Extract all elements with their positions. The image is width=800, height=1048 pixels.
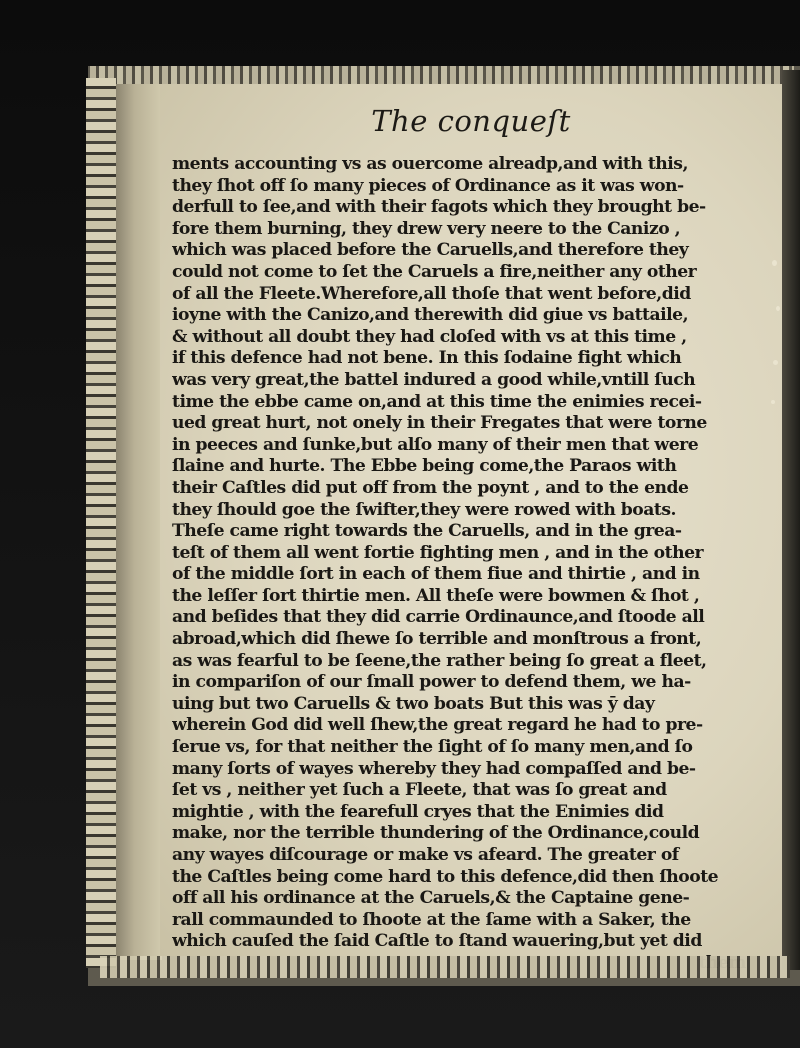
text-line: ſerue vs, for that neither the ſight of ſo many men,and ſo [172, 737, 693, 758]
text-line: derfull to ſee,and with their fagots which they brought be- [172, 197, 706, 218]
paper-speck [771, 400, 775, 404]
text-line: in compariſon of our ſmall power to defend them, we ha- [172, 672, 691, 693]
page-gutter-shadow [116, 84, 162, 960]
text-line: any wayes diſcourage or make vs afeard. The greater of [172, 845, 679, 865]
paper-specks [770, 250, 800, 450]
text-line: mightie , with the fearefull cryes that the Enimies did [172, 801, 664, 822]
text-line: could not come to ſet the Caruels a fire,neither any other [172, 261, 697, 282]
ornamental-border-left [86, 78, 116, 968]
text-line: of all the Fleete.Wherefore,all thoſe that went before,did [172, 283, 691, 304]
text-line: the Caſtles being come hard to this defence,did then ſhoote [172, 866, 719, 887]
paper-speck [772, 260, 777, 266]
text-line: ſlaine and hurte. The Ebbe being come,the Paraos with [172, 456, 677, 477]
text-line: ſet vs , neither yet ſuch a Fleete, that was ſo great and [172, 780, 667, 801]
text-line: rall commaunded to ſhoote at the ſame with a Saker, the [172, 909, 691, 930]
text-line: ued great hurt, not onely in their Fregates that were torne [172, 413, 707, 434]
text-line: their Caſtles did put off from the poynt , and to the ende [172, 477, 689, 498]
body-text [172, 154, 782, 975]
text-line: they ſhot off ſo many pieces of Ordinance as it was won- [172, 175, 684, 196]
text-line: many ſorts of wayes whereby they had compaſſed and be- [172, 758, 696, 779]
ornamental-border-bottom [100, 956, 790, 978]
text-line: wherein God did well ſhew,the great regard he had to pre- [172, 715, 703, 736]
text-line: of the middle ſort in each of them fiue and thirtie , and in [172, 564, 700, 585]
text-line: ments accounting vs as ouercome alreadp,and with this, [172, 154, 688, 174]
ornamental-border-top [90, 66, 794, 84]
text-line: ioyne with the Canizo,and therewith did giue vs battaile, [172, 305, 689, 326]
text-line: make, nor the terrible thundering of the Ordinance,could [172, 823, 700, 844]
text-line: the leſſer ſort thirtie men. All theſe were bowmen & ſhot , [172, 585, 700, 606]
text-line: & without all doubt they had cloſed with vs at this time , [172, 326, 687, 347]
text-line: in peeces and ſunke,but alſo many of their men that were [172, 434, 699, 455]
text-line: fore them burning, they drew very neere to the Canizo , [172, 218, 681, 239]
text-line: uing but two Caruells & two boats But this was ȳ day [172, 693, 655, 714]
running-head: The conqueſt [371, 104, 571, 138]
text-line: time the ebbe came on,and at this time the enimies recei- [172, 391, 702, 412]
text-line: and beſides that they did carrie Ordinaunce,and ſtoode all [172, 607, 705, 628]
text-line: abroad,which did ſhewe ſo terrible and monſtrous a front, [172, 629, 702, 650]
book-page [160, 84, 782, 956]
text-line: if this defence had not bene. In this ſodaine fight which [172, 348, 682, 369]
paper-speck [773, 360, 778, 365]
text-line: which cauſed the ſaid Caſtle to ſtand wauering,but yet did [172, 931, 702, 952]
text-line: off all his ordinance at the Caruels,& the Captaine gene- [172, 888, 690, 909]
paper-speck [776, 306, 780, 311]
page-edge-right [782, 70, 800, 970]
text-line: Theſe came right towards the Caruells, and in the grea- [172, 521, 682, 542]
text-line: they ſhould goe the ſwifter,they were rowed with boats. [172, 499, 677, 520]
text-line: was very great,the battel indured a good while,vntill ſuch [172, 369, 696, 390]
text-line: teſt of them all went fortie fighting men , and in the other [172, 542, 704, 563]
text-line: which was placed before the Caruells,and therefore they [172, 240, 689, 261]
text-line: as was fearful to be ſeene,the rather being ſo great a fleet, [172, 650, 707, 671]
